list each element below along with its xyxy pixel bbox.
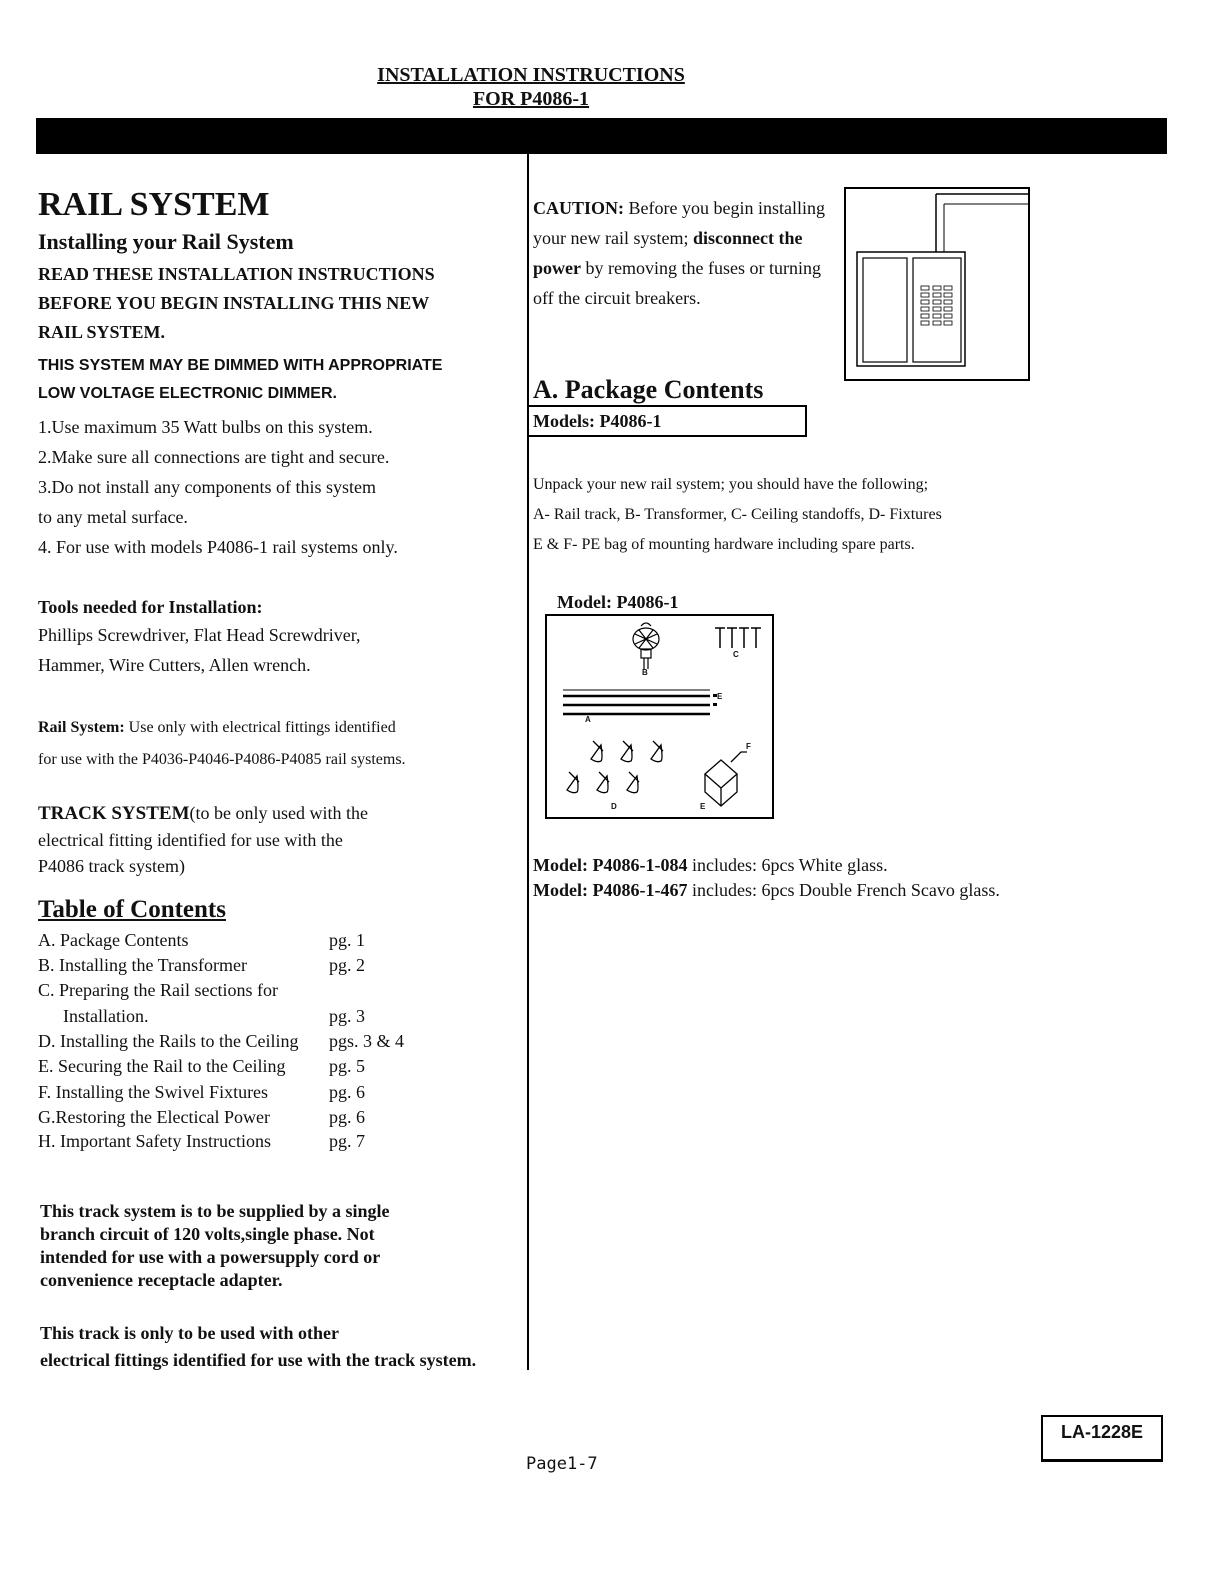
- rail-system-note: [38, 712, 406, 776]
- read-line: READ THESE INSTALLATION INSTRUCTIONS: [38, 264, 435, 284]
- toc-item[interactable]: C. Preparing the Rail sections for: [38, 980, 278, 1000]
- rule-item: 1.Use maximum 35 Watt bulbs on this system.: [38, 417, 373, 437]
- tools-line: Hammer, Wire Cutters, Allen wrench.: [38, 655, 311, 675]
- rail-track-icon: [563, 690, 710, 714]
- model-number: Model: P4086-1-467: [533, 880, 688, 900]
- caution-line: your new rail system;: [533, 228, 693, 248]
- rules-list: [38, 412, 398, 562]
- toc-item[interactable]: B. Installing the Transformer: [38, 955, 247, 975]
- rail-note-label: Rail System:: [38, 719, 125, 736]
- track-note-text-2: electrical fitting identified for use with the: [38, 830, 343, 850]
- track-only-line: electrical fittings identified for use with the track system.: [40, 1350, 477, 1370]
- supply-line: This track system is to be supplied by a single: [40, 1201, 390, 1221]
- tools-heading: Tools needed for Installation:: [38, 597, 263, 617]
- toc-item[interactable]: Installation.: [63, 1006, 149, 1026]
- toc-page: pg. 2: [329, 955, 365, 975]
- rule-item: 3.Do not install any components of this system: [38, 477, 376, 497]
- unpack-line: Unpack your new rail system; you should have the following;: [533, 476, 929, 493]
- diagram-title: Model: P4086-1: [557, 592, 679, 612]
- dimmer-note: [38, 352, 442, 408]
- unpack-line: A- Rail track, B- Transformer, C- Ceiling standoffs, D- Fixtures: [533, 506, 942, 523]
- caution-emphasis: power: [533, 258, 581, 278]
- panel-body: [857, 252, 965, 366]
- label-a: A: [585, 715, 591, 724]
- unpack-line: E & F- PE bag of mounting hardware including spare parts.: [533, 536, 915, 553]
- toc-item[interactable]: F. Installing the Swivel Fixtures: [38, 1082, 269, 1102]
- caution-text: [533, 193, 845, 313]
- toc-page: pg. 5: [329, 1056, 365, 1076]
- track-only-note: [40, 1320, 476, 1374]
- parts-diagram: [545, 614, 775, 820]
- dim-line: THIS SYSTEM MAY BE DIMMED WITH APPROPRIATE: [38, 357, 443, 374]
- tools-line: Phillips Screwdriver, Flat Head Screwdriver,: [38, 625, 361, 645]
- document-code-box: [1041, 1415, 1163, 1462]
- package-contents-heading: A. Package Contents: [533, 375, 764, 404]
- supply-line: intended for use with a powersupply cord or: [40, 1247, 381, 1267]
- toc-item[interactable]: E. Securing the Rail to the Ceiling: [38, 1056, 286, 1076]
- model-variants: [533, 853, 1000, 903]
- rail-note-text-2: for use with the P4036-P4046-P4086-P4085 rail systems.: [38, 751, 406, 768]
- label-c: C: [733, 650, 739, 659]
- caution-line: off the circuit breakers.: [533, 288, 701, 308]
- header-bar: [36, 118, 1167, 154]
- document-code: LA-1228E: [1060, 1422, 1144, 1442]
- label-e-bag: E: [700, 802, 706, 811]
- toc-page: pg. 6: [329, 1082, 365, 1102]
- rail-note-text: Use only with electrical fittings identified: [124, 719, 396, 736]
- supply-line: branch circuit of 120 volts,single phase. Not: [40, 1224, 375, 1244]
- rule-item: to any metal surface.: [38, 507, 188, 527]
- column-divider: [527, 154, 529, 1370]
- label-e: E: [717, 692, 723, 701]
- track-system-note: [38, 800, 368, 879]
- breaker-switches: [921, 286, 952, 325]
- title-line-2: FOR P4086-1: [472, 88, 590, 110]
- fixture-icon: [567, 741, 663, 793]
- track-note-text-3: P4086 track system): [38, 856, 185, 876]
- toc-page: pg. 1: [329, 930, 365, 950]
- toc-item[interactable]: A. Package Contents: [38, 930, 189, 950]
- supply-note: [40, 1200, 390, 1292]
- read-line: BEFORE YOU BEGIN INSTALLING THIS NEW: [38, 293, 430, 313]
- caution-emphasis: disconnect the: [692, 228, 803, 248]
- ceiling-standoff-icon: [715, 628, 761, 648]
- panel-outer-box: [845, 188, 1029, 380]
- track-only-line: This track is only to be used with other: [40, 1323, 340, 1343]
- rule-item: 4. For use with models P4086-1 rail systems only.: [38, 537, 398, 557]
- read-line: RAIL SYSTEM.: [38, 322, 166, 342]
- dim-line: LOW VOLTAGE ELECTRONIC DIMMER.: [38, 385, 337, 402]
- label-b: B: [642, 668, 648, 677]
- panel-door: [863, 258, 907, 362]
- track-note-label: TRACK SYSTEM: [38, 803, 190, 824]
- caution-line: Before you begin installing: [624, 198, 825, 218]
- transformer-icon: [633, 623, 659, 669]
- toc-item[interactable]: H. Important Safety Instructions: [38, 1131, 271, 1151]
- page-number: Page1-7: [526, 1454, 598, 1474]
- model-number: Model: P4086-1-084: [533, 855, 688, 875]
- model-description: includes: 6pcs White glass.: [687, 855, 888, 875]
- installing-subheading: Installing your Rail System: [38, 229, 294, 254]
- track-note-text: (to be only used with the: [189, 803, 368, 823]
- caution-label: CAUTION:: [533, 198, 625, 218]
- supply-line: convenience receptacle adapter.: [40, 1270, 283, 1290]
- models-box: [529, 405, 807, 437]
- unpack-text: [533, 470, 942, 560]
- caution-line: by removing the fuses or turning: [581, 258, 821, 278]
- model-description: includes: 6pcs Double French Scavo glass.: [687, 880, 1000, 900]
- label-f: F: [746, 742, 751, 751]
- toc-item[interactable]: G.Restoring the Electical Power: [38, 1107, 270, 1127]
- hardware-bag-icon: [705, 752, 747, 806]
- label-d: D: [611, 802, 617, 811]
- toc-page: pg. 7: [329, 1131, 365, 1151]
- toc-item[interactable]: D. Installing the Rails to the Ceiling: [38, 1031, 299, 1051]
- toc-page: pg. 3: [329, 1006, 365, 1026]
- parts-diagram-frame: [546, 615, 773, 818]
- breaker-panel-illustration: [843, 186, 1033, 384]
- models-box-label: Models: P4086-1: [533, 411, 662, 431]
- toc-heading: Table of Contents: [38, 896, 226, 923]
- rail-system-heading: RAIL SYSTEM: [38, 186, 270, 223]
- title-line-1: INSTALLATION INSTRUCTIONS: [377, 64, 685, 86]
- toc-page: pgs. 3 & 4: [329, 1031, 405, 1051]
- read-instructions: [38, 260, 435, 347]
- tools-list: [38, 620, 360, 680]
- toc-page: pg. 6: [329, 1107, 365, 1127]
- rule-item: 2.Make sure all connections are tight and secure.: [38, 447, 390, 467]
